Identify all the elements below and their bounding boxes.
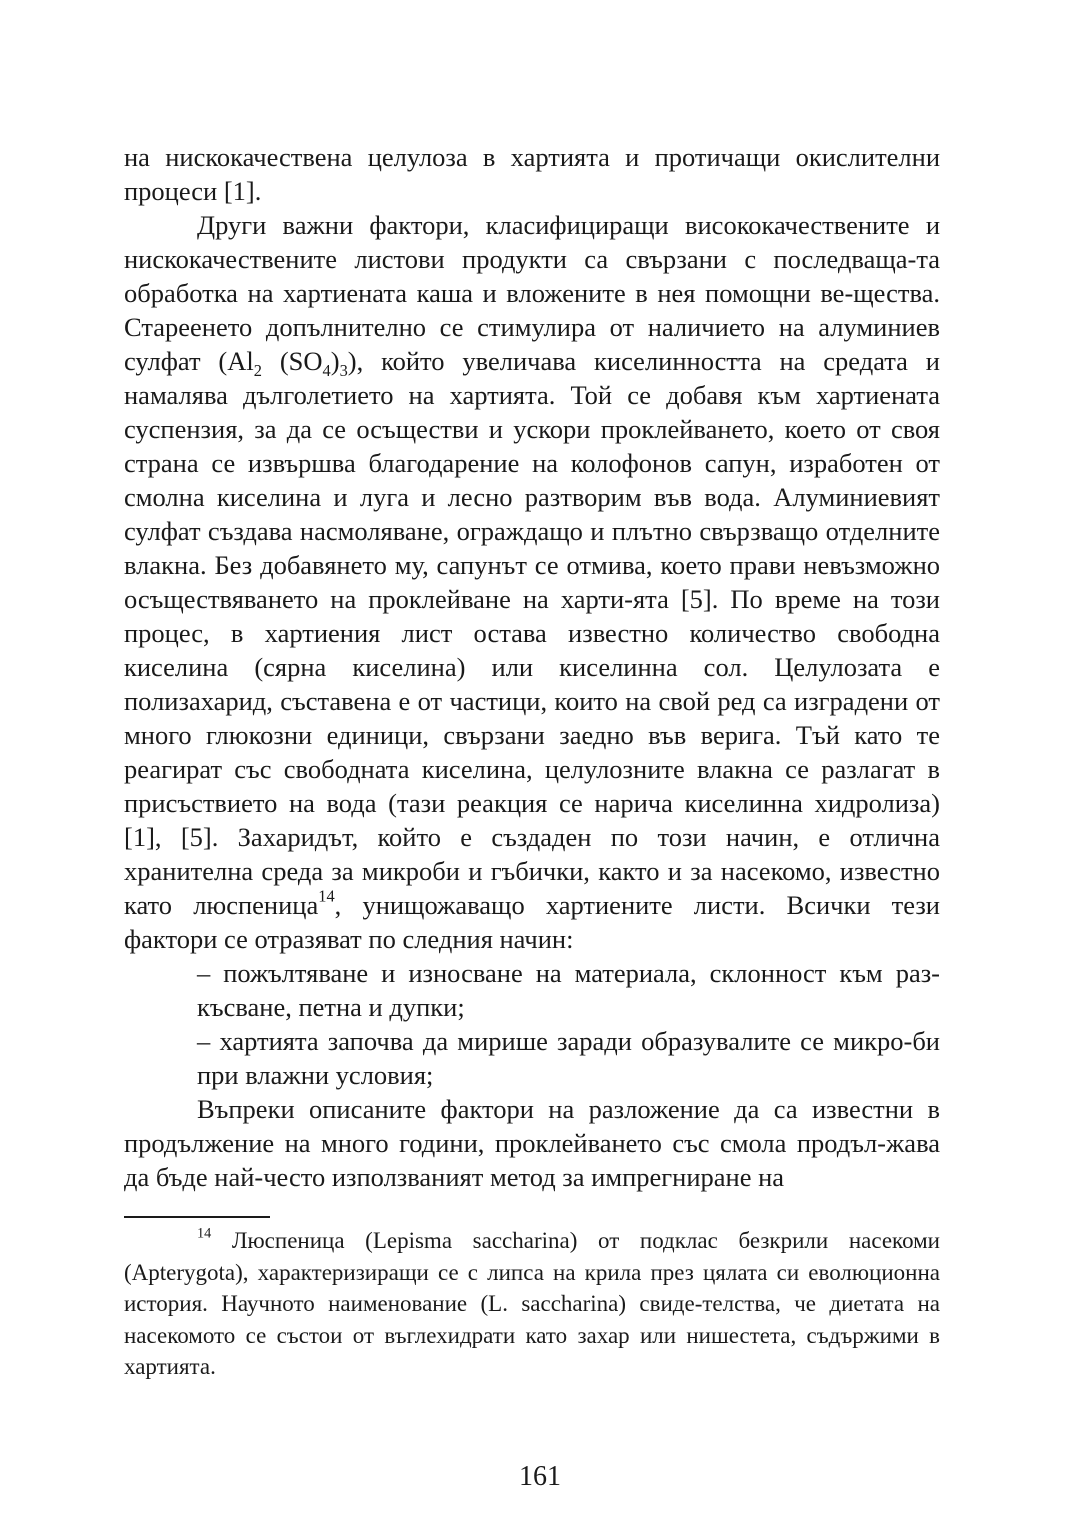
page-number: 161 (519, 1461, 561, 1492)
subscript: 3 (339, 360, 348, 380)
subscript: 2 (253, 360, 262, 380)
footnote (124, 1225, 940, 1383)
list-item: – хартията започва да мирише заради образувалите се микро-би при влажни условия; (197, 1026, 940, 1090)
list-item: – пожълтяване и износване на материала, склонност към раз-късване, петна и дупки; (197, 958, 940, 1022)
paragraph-text: ) (330, 346, 340, 376)
paragraph-text: , унищожаващо хартиените листи. Всички тези фактори се отразяват по следния начин: (124, 890, 940, 954)
paragraph-text: (SO (261, 346, 323, 376)
footnote-divider (124, 1216, 270, 1218)
paragraph-continuation: на нискокачествена целулоза в хартията и протичащи окислителни процеси [1]. (124, 142, 940, 206)
paragraph-text: Други важни фактори, класифициращи висококачествените и нискокачествените листови продукти са свързани с последваща-та обработка на хартиената каша и вложените в нея помощни ве-щества. Стареенето допълнително се стимулира от наличието на алуминиев сулфат (Al (124, 210, 940, 376)
subscript: 4 (322, 360, 331, 380)
footnote-text: Люспеница (Lepisma saccharina) от подклас безкрили насекоми (Apterygota), характеризиращи се с липса на крила през цялата си еволюционна история. Научното наименование (L. saccharina) свиде-телства, че диетата на насекомото се състои от въглехидрати като захар или нишестета, съдържими в хартията. (124, 1228, 940, 1379)
paragraph-sizing: Въпреки описаните фактори на разложение да са известни в продължение на много години, проклейването със смола продъл-жава да бъде най-често използваният метод за импрегниране на (124, 1094, 940, 1192)
footnote-marker: 14 (197, 1225, 212, 1242)
paragraph-text: ), който увеличава киселинността на средата и намалява дълголетието на хартията. Той се добавя към хартиената суспензия, за да се осъществи и ускори проклейването, което от своя страна се извършва благодарение на колофонов сапун, изработен от смолна киселина и луга и лесно разтворим във вода. Алуминиевият сулфат създава насмоляване, ограждащо и плътно свързващо отделните влакна. Без добавянето му, сапунът се отмива, което прави невъзможно осъществяването на проклейване на харти-ята [5]. По време на този процес, в хартиения лист остава известно количество свободна киселина (сярна киселина) или киселинна сол. Целулозата е полизахарид, съставена е от частици, които на свой ред са изградени от много глюкозни единици, свързани заедно във верига. Тъй като те реагират със свободната киселина, целулозните влакна се разлагат в присъствието на вода (тази реакция се нарича киселинна хидролиза) [1], [5]. Захаридът, който е създаден по този начин, е отлична хранителна среда за микроби и гъбички, както и за насекомо, известно като люспеница (124, 346, 940, 920)
body-text (124, 140, 940, 1194)
footnote-reference[interactable]: 14 (318, 886, 335, 906)
paragraph-aging-factors (124, 208, 940, 956)
